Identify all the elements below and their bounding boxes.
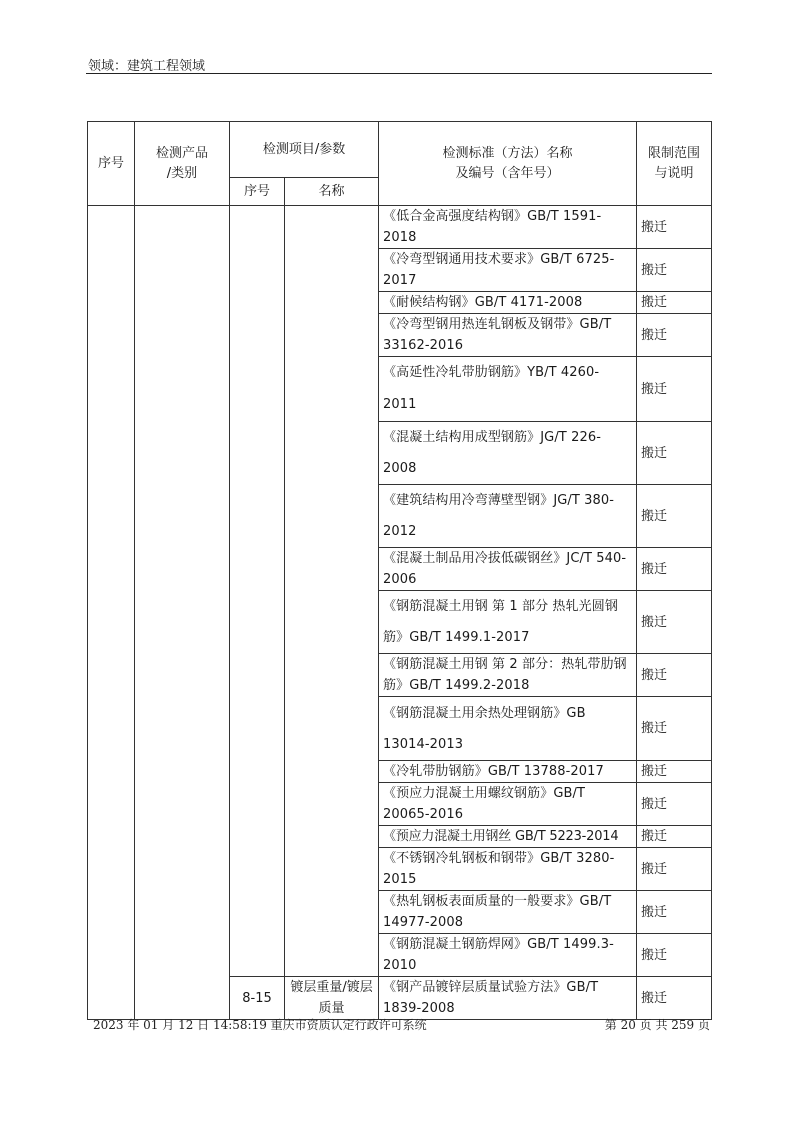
standard-cell: 《混凝土制品用冷拔低碳钢丝》JC/T 540-2006	[379, 548, 637, 591]
standard-cell: 《低合金高强度结构钢》GB/T 1591-2018	[379, 206, 637, 249]
standard-cell: 《钢产品镀锌层质量试验方法》GB/T 1839-2008	[379, 977, 637, 1020]
limit-cell: 搬迁	[637, 548, 712, 591]
limit-cell: 搬迁	[637, 485, 712, 548]
standard-cell: 《耐候结构钢》GB/T 4171-2008	[379, 292, 637, 314]
domain-label: 领域：建筑工程领域	[88, 59, 206, 74]
limit-cell: 搬迁	[637, 422, 712, 485]
limit-cell: 搬迁	[637, 891, 712, 934]
column-header-item-name: 名称	[285, 178, 379, 206]
column-header-seq: 序号	[88, 122, 135, 206]
standard-cell: 《高延性冷轧带肋钢筋》YB/T 4260-2011	[379, 357, 637, 422]
standard-cell: 《冷弯型钢用热连轧钢板及钢带》GB/T 33162-2016	[379, 314, 637, 357]
limit-cell: 搬迁	[637, 591, 712, 654]
standard-cell: 《混凝土结构用成型钢筋》JG/T 226-2008	[379, 422, 637, 485]
standard-cell: 《钢筋混凝土用钢 第 2 部分：热轧带肋钢筋》GB/T 1499.2-2018	[379, 654, 637, 697]
seq-cell	[88, 206, 135, 1020]
column-header-item-group: 检测项目/参数	[230, 122, 379, 178]
column-header-product: 检测产品 /类别	[135, 122, 230, 206]
standard-cell: 《热轧钢板表面质量的一般要求》GB/T 14977-2008	[379, 891, 637, 934]
standard-cell: 《预应力混凝土用钢丝 GB/T 5223-2014	[379, 826, 637, 848]
standard-cell: 《钢筋混凝土用余热处理钢筋》GB 13014-2013	[379, 697, 637, 761]
column-header-limit: 限制范围 与说明	[637, 122, 712, 206]
limit-cell: 搬迁	[637, 783, 712, 826]
standard-cell: 《冷弯型钢通用技术要求》GB/T 6725-2017	[379, 249, 637, 292]
header-divider	[86, 73, 712, 74]
item-seq-cell: 8-15	[230, 977, 285, 1020]
item-name-cell: 镀层重量/镀层质量	[285, 977, 379, 1020]
limit-cell: 搬迁	[637, 357, 712, 422]
item-name-cell	[285, 206, 379, 977]
product-cell	[135, 206, 230, 1020]
standard-cell: 《钢筋混凝土用钢 第 1 部分 热轧光圆钢筋》GB/T 1499.1-2017	[379, 591, 637, 654]
item-seq-cell	[230, 206, 285, 977]
limit-cell: 搬迁	[637, 848, 712, 891]
limit-cell: 搬迁	[637, 934, 712, 977]
limit-cell: 搬迁	[637, 314, 712, 357]
footer-page-number: 第 20 页 共 259 页	[604, 1018, 710, 1032]
limit-cell: 搬迁	[637, 249, 712, 292]
limit-cell: 搬迁	[637, 654, 712, 697]
standard-cell: 《建筑结构用冷弯薄壁型钢》JG/T 380-2012	[379, 485, 637, 548]
footer-timestamp: 2023 年 01 月 12 日 14:58:19 重庆市资质认定行政许可系统	[93, 1018, 427, 1032]
limit-cell: 搬迁	[637, 761, 712, 783]
limit-cell: 搬迁	[637, 206, 712, 249]
limit-cell: 搬迁	[637, 292, 712, 314]
column-header-item-seq: 序号	[230, 178, 285, 206]
limit-cell: 搬迁	[637, 697, 712, 761]
standard-cell: 《预应力混凝土用螺纹钢筋》GB/T 20065-2016	[379, 783, 637, 826]
limit-cell: 搬迁	[637, 826, 712, 848]
inspection-table	[87, 121, 712, 1020]
standard-cell: 《冷轧带肋钢筋》GB/T 13788-2017	[379, 761, 637, 783]
standard-cell: 《钢筋混凝土钢筋焊网》GB/T 1499.3-2010	[379, 934, 637, 977]
limit-cell: 搬迁	[637, 977, 712, 1020]
column-header-standard: 检测标准（方法）名称 及编号（含年号）	[379, 122, 637, 206]
standard-cell: 《不锈钢冷轧钢板和钢带》GB/T 3280-2015	[379, 848, 637, 891]
